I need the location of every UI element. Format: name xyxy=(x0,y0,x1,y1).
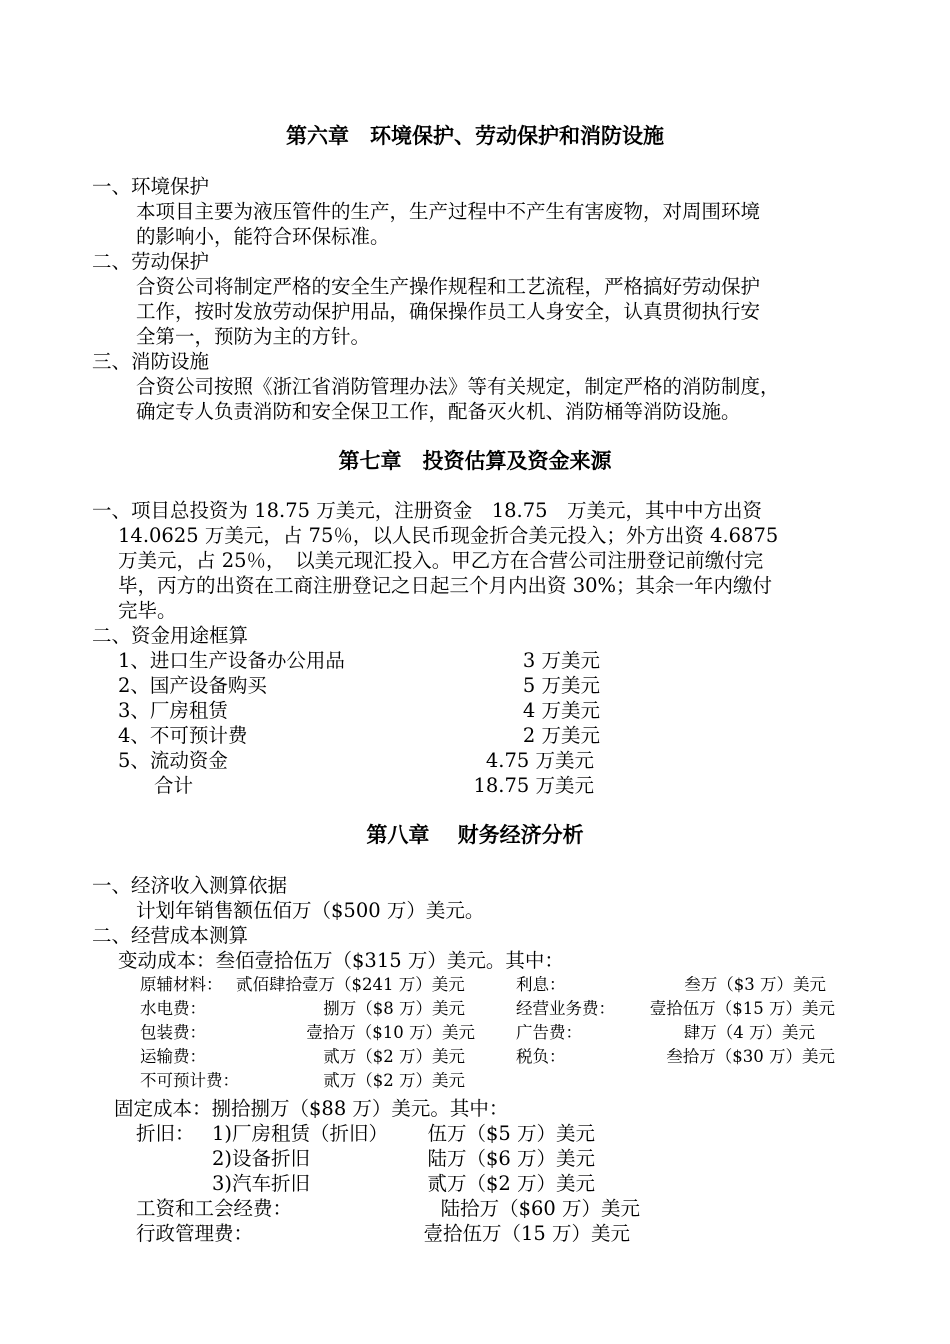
fund-total-label: 合计 xyxy=(154,774,194,797)
depreciation-item-label: 2)设备折旧 xyxy=(212,1147,311,1170)
ch7-section-1-line-3: 万美元，占 25％， 以美元现汇投入。甲乙方在合营公司注册登记前缴付完 xyxy=(118,549,764,572)
admin-amount: 壹拾伍万（15 万）美元 xyxy=(423,1222,630,1245)
depreciation-item-label: 3)汽车折旧 xyxy=(212,1172,311,1195)
variable-cost-label: 广告费： xyxy=(516,1023,582,1042)
fund-item-amount: 5 万美元 xyxy=(522,674,600,697)
ch6-section-3-line-2: 确定专人负责消防和安全保卫工作，配备灭火机、消防桶等消防设施。 xyxy=(136,400,741,423)
depreciation-item-amount: 陆万（$6 万）美元 xyxy=(427,1147,595,1170)
depreciation-label: 折旧： xyxy=(136,1122,195,1145)
depreciation-item-label: 1)厂房租赁（折旧） xyxy=(212,1122,389,1145)
variable-cost-label: 利息： xyxy=(516,975,566,994)
fund-item-amount: 3 万美元 xyxy=(522,649,600,672)
ch6-section-3-line-1: 合资公司按照《浙江省消防管理办法》等有关规定，制定严格的消防制度， xyxy=(136,375,780,398)
ch6-section-2-heading: 二、劳动保护 xyxy=(92,250,210,273)
variable-cost-amount: 贰佰肆拾壹万（$241 万）美元 xyxy=(236,975,465,994)
wages-label: 工资和工会经费： xyxy=(136,1197,293,1220)
fund-item-amount: 2 万美元 xyxy=(522,724,600,747)
fund-item-label: 5、流动资金 xyxy=(118,749,228,772)
variable-cost-label: 水电费： xyxy=(140,999,206,1018)
ch8-section-1-heading: 一、经济收入测算依据 xyxy=(92,874,288,897)
variable-cost-amount: 壹拾伍万（$15 万）美元 xyxy=(649,999,835,1018)
variable-cost-amount: 壹拾万（$10 万）美元 xyxy=(306,1023,475,1042)
fund-item-label: 2、国产设备购买 xyxy=(118,674,267,697)
fund-item-label: 4、不可预计费 xyxy=(118,724,248,747)
ch6-section-1-heading: 一、环境保护 xyxy=(92,175,210,198)
variable-cost-label: 运输费： xyxy=(140,1047,206,1066)
variable-cost-label: 原辅材料： xyxy=(140,975,223,994)
chapter-7-title: 第七章 投资估算及资金来源 xyxy=(338,449,612,473)
ch6-section-2-line-1: 合资公司将制定严格的安全生产操作规程和工艺流程，严格搞好劳动保护 xyxy=(136,275,761,298)
depreciation-item-amount: 伍万（$5 万）美元 xyxy=(427,1122,595,1145)
ch6-section-3-heading: 三、消防设施 xyxy=(92,350,210,373)
ch7-section-1-line-1: 一、项目总投资为 18.75 万美元，注册资金 18.75 万美元，其中中方出资 xyxy=(92,499,763,522)
variable-cost-label: 经营业务费： xyxy=(516,999,615,1018)
variable-cost-heading: 变动成本：叁佰壹拾伍万（$315 万）美元。其中： xyxy=(118,949,564,972)
ch7-section-2-heading: 二、资金用途框算 xyxy=(92,624,249,647)
depreciation-item-amount: 贰万（$2 万）美元 xyxy=(427,1172,595,1195)
fund-item-amount: 4.75 万美元 xyxy=(485,749,594,772)
variable-cost-amount: 贰万（$2 万）美元 xyxy=(323,1047,465,1066)
fixed-cost-heading: 固定成本：捌拾捌万（$88 万）美元。其中： xyxy=(114,1097,509,1120)
variable-cost-amount: 肆万（4 万）美元 xyxy=(683,1023,815,1042)
ch8-section-2-heading: 二、经营成本测算 xyxy=(92,924,249,947)
ch6-section-2-line-3: 全第一，预防为主的方针。 xyxy=(136,325,371,348)
fund-item-label: 1、进口生产设备办公用品 xyxy=(118,649,345,672)
chapter-6-title: 第六章 环境保护、劳动保护和消防设施 xyxy=(286,124,664,148)
variable-cost-label: 税负： xyxy=(516,1047,566,1066)
ch6-section-1-line-2: 的影响小，能符合环保标准。 xyxy=(136,225,390,248)
chapter-8-title: 第八章 财务经济分析 xyxy=(366,823,584,847)
variable-cost-label: 包装费： xyxy=(140,1023,206,1042)
variable-cost-amount: 叁拾万（$30 万）美元 xyxy=(666,1047,835,1066)
fund-item-label: 3、厂房租赁 xyxy=(118,699,228,722)
ch7-section-1-line-5: 完毕。 xyxy=(118,599,177,622)
ch6-section-1-line-1: 本项目主要为液压管件的生产，生产过程中不产生有害废物，对周围环境 xyxy=(136,200,761,223)
admin-label: 行政管理费： xyxy=(136,1222,254,1245)
fund-total-amount: 18.75 万美元 xyxy=(473,774,594,797)
variable-cost-amount: 叁万（$3 万）美元 xyxy=(684,975,826,994)
ch7-section-1-line-2: 14.0625 万美元，占 75％，以人民币现金折合美元投入；外方出资 4.6875 xyxy=(118,524,779,547)
wages-amount: 陆拾万（$60 万）美元 xyxy=(440,1197,640,1220)
variable-cost-label: 不可预计费： xyxy=(140,1071,239,1090)
fund-item-amount: 4 万美元 xyxy=(522,699,600,722)
ch7-section-1-line-4: 毕，丙方的出资在工商注册登记之日起三个月内出资 30%；其余一年内缴付 xyxy=(118,574,773,597)
ch8-section-1-text: 计划年销售额伍佰万（$500 万）美元。 xyxy=(136,899,485,922)
variable-cost-amount: 捌万（$8 万）美元 xyxy=(323,999,465,1018)
ch6-section-2-line-2: 工作，按时发放劳动保护用品，确保操作员工人身安全，认真贯彻执行安 xyxy=(136,300,761,323)
variable-cost-amount: 贰万（$2 万）美元 xyxy=(323,1071,465,1090)
